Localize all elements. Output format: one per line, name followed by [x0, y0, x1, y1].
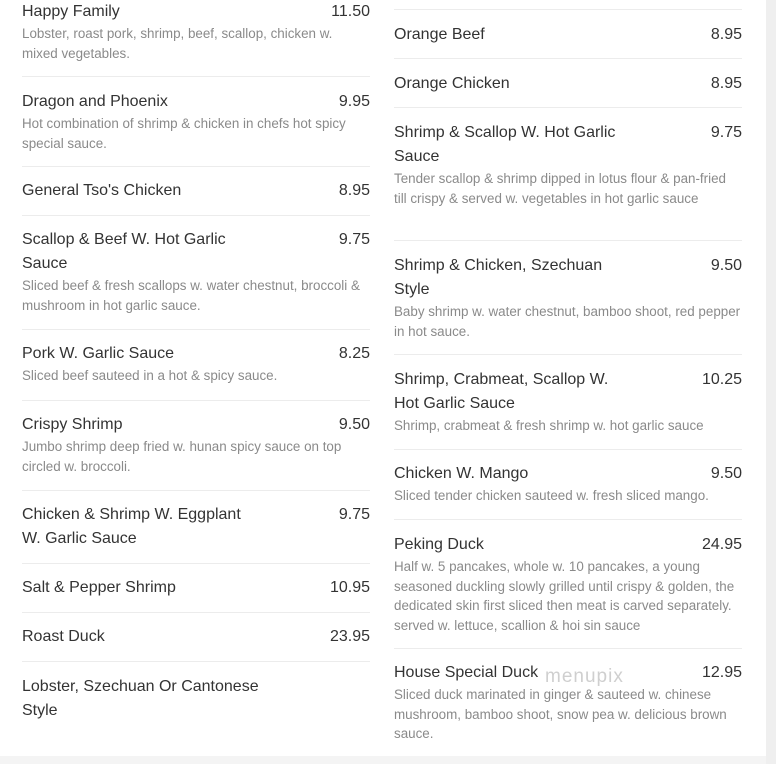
menu-item [394, 462, 742, 506]
item-price: 8.95 [710, 26, 742, 43]
item-price: 11.50 [331, 3, 370, 20]
item-description: Sliced tender chicken sauteed w. fresh sliced mango. [394, 488, 709, 503]
item-price: 8.95 [338, 182, 370, 199]
divider [394, 519, 742, 520]
divider [394, 240, 742, 241]
item-description: Sliced beef sauteed in a hot & spicy sauce. [22, 368, 278, 383]
menu-item [394, 72, 742, 96]
item-price: 8.95 [710, 75, 742, 92]
item-price: 9.75 [338, 506, 370, 523]
item-price: 10.95 [329, 579, 370, 596]
item-name: Salt & Pepper Shrimp [22, 579, 176, 596]
menu-item [22, 625, 370, 649]
menu-item [394, 368, 742, 436]
item-name: Roast Duck [22, 628, 105, 645]
item-description: Lobster, roast pork, shrimp, beef, scallop, chicken w. mixed vegetables. [22, 26, 333, 61]
menu-item [394, 121, 742, 208]
item-name: Lobster, Szechuan Or Cantonese Style [22, 678, 259, 719]
menu-item [394, 254, 742, 341]
menu-item [22, 0, 370, 63]
item-name: Chicken & Shrimp W. Eggplant W. Garlic Sauce [22, 506, 241, 547]
divider [22, 329, 370, 330]
item-price: 9.50 [338, 416, 370, 433]
divider [394, 648, 742, 649]
menu-item [394, 533, 742, 635]
divider [394, 58, 742, 59]
menu-item [22, 228, 370, 315]
item-description: Tender scallop & shrimp dipped in lotus flour & pan-fried till crispy & served w. vegetables in hot garlic sauce [394, 171, 726, 206]
item-description: Baby shrimp w. water chestnut, bamboo shoot, red pepper in hot sauce. [394, 304, 741, 339]
item-name: Shrimp & Scallop W. Hot Garlic Sauce [394, 124, 616, 165]
item-name: Crispy Shrimp [22, 416, 123, 433]
item-name: Orange Beef [394, 26, 485, 43]
item-price: 24.95 [701, 536, 742, 553]
menu-item [22, 90, 370, 153]
item-name: Peking Duck [394, 536, 484, 553]
divider [394, 9, 742, 10]
item-name: Scallop & Beef W. Hot Garlic Sauce [22, 231, 226, 272]
item-description: Hot combination of shrimp & chicken in chefs hot spicy special sauce. [22, 116, 346, 151]
divider [22, 76, 370, 77]
divider [22, 563, 370, 564]
item-description: Jumbo shrimp deep fried w. hunan spicy sauce on top circled w. broccoli. [22, 439, 342, 474]
item-price: 9.50 [710, 465, 742, 482]
item-name: House Special Duck [394, 664, 539, 681]
menu-item [394, 23, 742, 47]
divider [22, 215, 370, 216]
menu-item [22, 675, 370, 723]
divider [22, 612, 370, 613]
menu-item [22, 413, 370, 476]
divider [394, 354, 742, 355]
divider [394, 107, 742, 108]
item-description: Sliced beef & fresh scallops w. water chestnut, broccoli & mushroom in hot garlic sauce. [22, 278, 360, 313]
scrollbar[interactable] [766, 0, 776, 764]
divider [22, 400, 370, 401]
item-description: Sliced duck marinated in ginger & sauteed w. chinese mushroom, bamboo shoot, snow pea w. delicious brown sauce. [394, 687, 727, 741]
item-name: General Tso's Chicken [22, 182, 182, 199]
item-price: 9.95 [338, 93, 370, 110]
menu-item [22, 576, 370, 600]
item-price: 9.50 [710, 257, 742, 274]
menu-item [22, 342, 370, 386]
item-price: 9.75 [710, 124, 742, 141]
divider [22, 166, 370, 167]
menu-item [22, 179, 370, 203]
divider [394, 449, 742, 450]
item-price: 23.95 [329, 628, 370, 645]
item-price: 9.75 [338, 231, 370, 248]
item-name: Shrimp & Chicken, Szechuan Style [394, 257, 603, 298]
item-name: Orange Chicken [394, 75, 510, 92]
divider [22, 490, 370, 491]
watermark-text: menupix [545, 666, 624, 687]
item-price: 8.25 [338, 345, 370, 362]
item-name: Shrimp, Crabmeat, Scallop W. Hot Garlic Sauce [394, 371, 609, 412]
item-name: Happy Family [22, 3, 120, 20]
item-name: Pork W. Garlic Sauce [22, 345, 175, 362]
menu-item [22, 503, 370, 551]
item-price: 10.25 [701, 371, 742, 388]
item-description: Half w. 5 pancakes, whole w. 10 pancakes, a young seasoned duckling slowly grilled until crispy & golden, the dedicated skin first sliced then meat is carved separately. served w. lettuce, scallion & hoi sin sauce [394, 559, 735, 633]
item-name: Dragon and Phoenix [22, 93, 168, 110]
item-name: Chicken W. Mango [394, 465, 529, 482]
item-description: Shrimp, crabmeat & fresh shrimp w. hot garlic sauce [394, 418, 704, 433]
divider [22, 661, 370, 662]
item-price: 12.95 [701, 664, 742, 681]
